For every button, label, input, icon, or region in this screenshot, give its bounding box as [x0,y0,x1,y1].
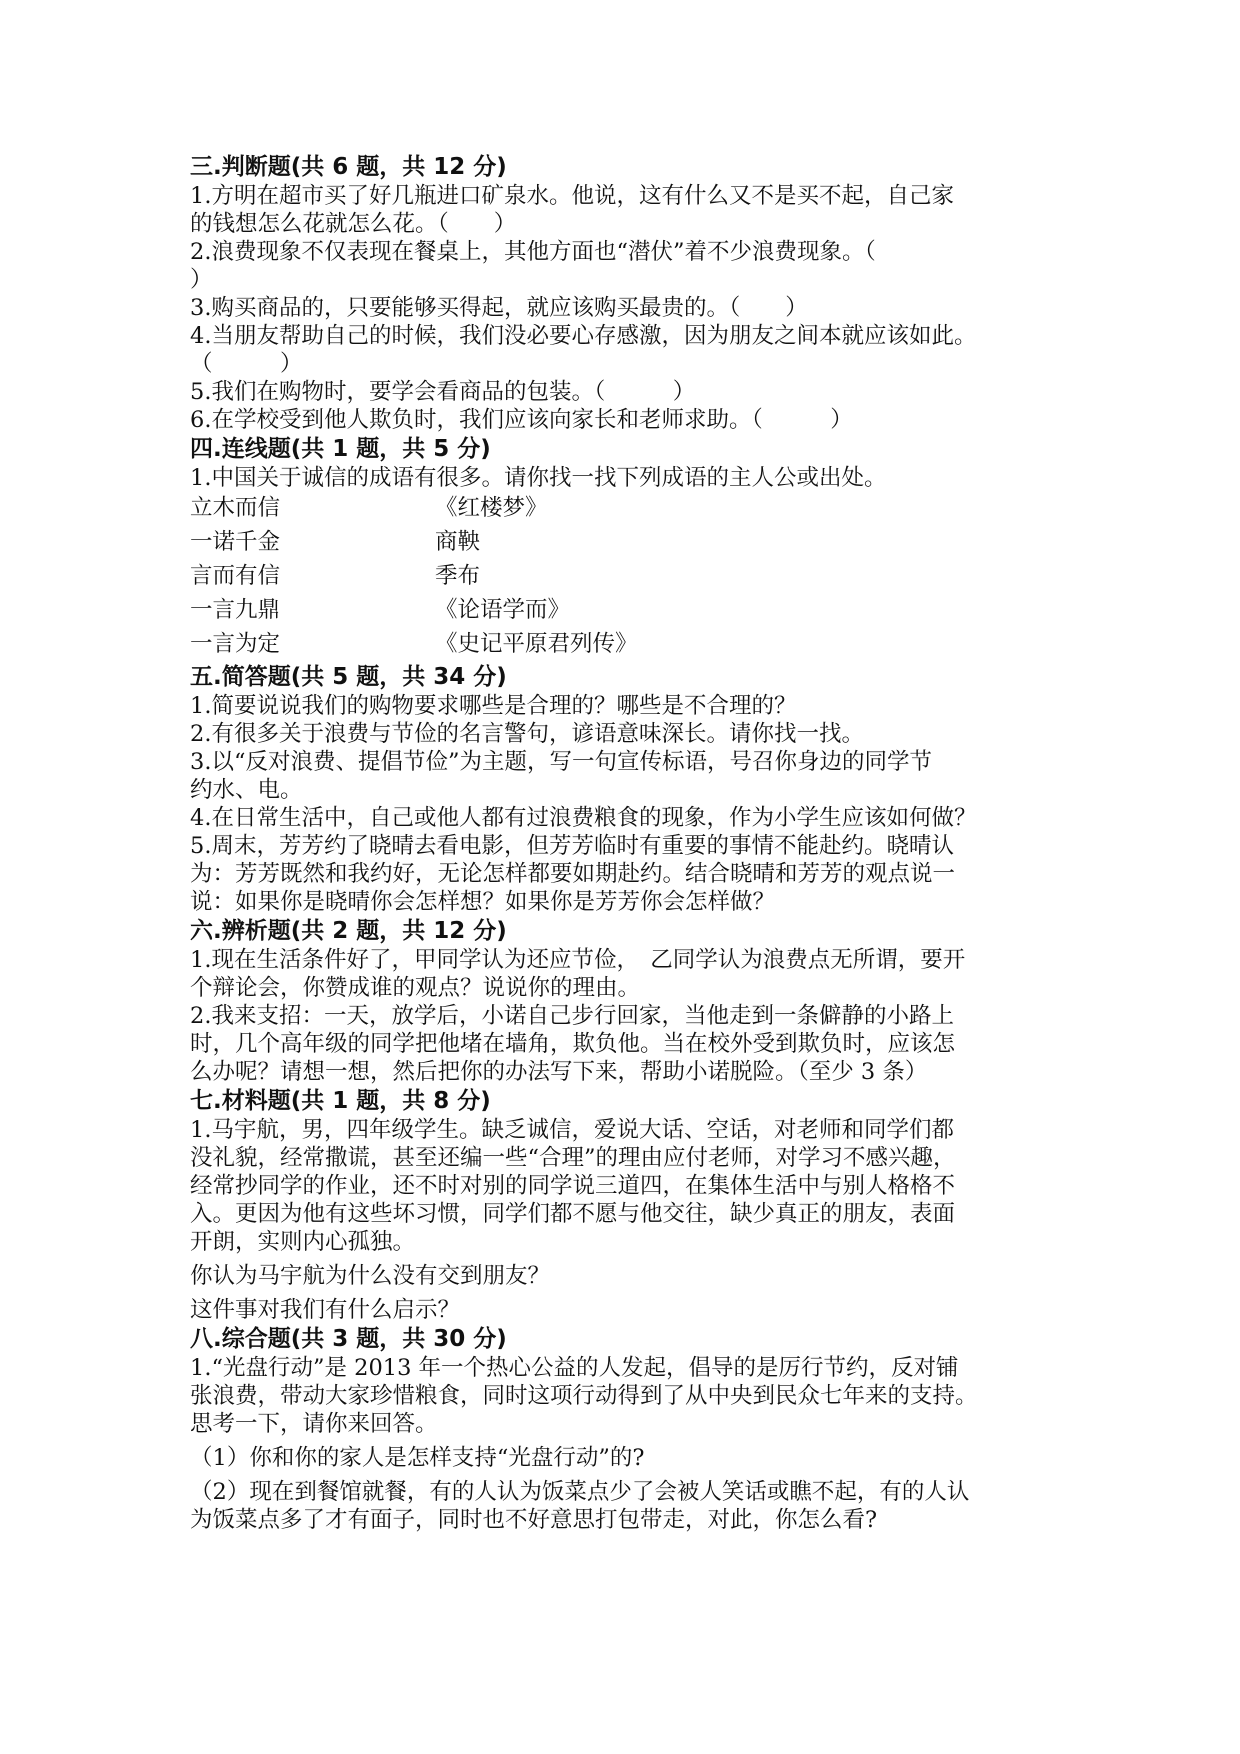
question-line: （ ） [190,351,303,377]
section-title-matching: 四.连线题(共 1 题，共 5 分) [190,436,491,462]
idiom: 立木而信 [190,495,281,521]
matching-row [190,526,1070,560]
question-line: 约水、电。 [190,777,303,803]
matching-table [190,492,1070,662]
question-line: 1.方明在超市买了好几瓶进口矿泉水。他说，这有什么又不是买不起，自己家 [190,183,954,209]
question-line: 为：芳芳既然和我约好，无论怎样都要如期赴约。结合晓晴和芳芳的观点说一 [190,861,956,887]
source: 季布 [435,563,481,589]
question-line: 6.在学校受到他人欺负时，我们应该向家长和老师求助。（ ） [190,407,853,433]
section-title-short-answer: 五.简答题(共 5 题，共 34 分) [190,664,507,690]
question-line: 4.当朋友帮助自己的时候，我们没必要心存感激，因为朋友之间本就应该如此。 [190,323,977,349]
source: 商鞅 [435,529,481,555]
sub-question: （1）你和你的家人是怎样支持“光盘行动”的? [190,1445,645,1471]
passage-line: 经常抄同学的作业，还不时对别的同学说三道四，在集体生活中与别人格格不 [190,1173,956,1199]
idiom: 一言九鼎 [190,597,281,623]
source: 《史记平原君列传》 [435,631,638,657]
matching-question: 1.中国关于诚信的成语有很多。请你找一找下列成语的主人公或出处。 [190,465,887,491]
question-line: 1.现在生活条件好了，甲同学认为还应节俭， 乙同学认为浪费点无所谓，要开 [190,947,966,973]
short-answer-questions [190,692,1070,916]
question-line: 3.以“反对浪费、提倡节俭”为主题，写一句宣传标语，号召你身边的同学节 [190,749,932,775]
material-passage [190,1116,1070,1324]
question-line: ） [190,267,213,293]
exam-page [190,152,1070,1534]
question-line: 时，几个高年级的同学把他堵在墙角，欺负他。当在校外受到欺负时，应该怎 [190,1031,956,1057]
question-line: 4.在日常生活中，自己或他人都有过浪费粮食的现象，作为小学生应该如何做？ [190,805,977,831]
question-line: 的钱想怎么花就怎么花。（ ） [190,211,517,237]
passage-line: 入。更因为他有这些坏习惯，同学们都不愿与他交往，缺少真正的朋友，表面 [190,1201,956,1227]
question-line: 张浪费，带动大家珍惜粮食，同时这项行动得到了从中央到民众七年来的支持。 [190,1383,978,1409]
question-line: 5.我们在购物时，要学会看商品的包装。（ ） [190,379,696,405]
material-question: 这件事对我们有什么启示？ [190,1297,461,1323]
passage-line: 开朗，实则内心孤独。 [190,1229,416,1255]
question-line: 么办呢？请想一想，然后把你的办法写下来，帮助小诺脱险。（至少 3 条） [190,1059,928,1085]
idiom: 言而有信 [190,563,281,589]
question-line: 2.浪费现象不仅表现在餐桌上，其他方面也“潜伏”着不少浪费现象。（ [190,239,876,265]
question-line: 3.购买商品的，只要能够买得起，就应该购买最贵的。（ ） [190,295,808,321]
passage-line: 没礼貌，经常撒谎，甚至还编一些“合理”的理由应付老师，对学习不感兴趣， [190,1145,956,1171]
idiom: 一言为定 [190,631,281,657]
analysis-questions [190,946,1070,1086]
section-title-judgement: 三.判断题(共 6 题，共 12 分) [190,154,507,180]
passage-line: 1.马宇航，男，四年级学生。缺乏诚信，爱说大话、空话，对老师和同学们都 [190,1117,954,1143]
matching-row [190,560,1070,594]
matching-row [190,628,1070,662]
question-line: 2.有很多关于浪费与节俭的名言警句，谚语意味深长。请你找一找。 [190,721,864,747]
section-title-material: 七.材料题(共 1 题，共 8 分) [190,1088,491,1114]
sub-question: （2）现在到餐馆就餐，有的人认为饭菜点少了会被人笑话或瞧不起，有的人认 [190,1479,970,1505]
question-line: 个辩论会，你赞成谁的观点？说说你的理由。 [190,975,641,1001]
question-line: 5.周末，芳芳约了晓晴去看电影，但芳芳临时有重要的事情不能赴约。晓晴认 [190,833,954,859]
matching-row [190,492,1070,526]
question-line: 1.“光盘行动”是 2013 年一个热心公益的人发起，倡导的是厉行节约，反对铺 [190,1355,959,1381]
source: 《红楼梦》 [435,495,548,521]
section-title-comprehensive: 八.综合题(共 3 题，共 30 分) [190,1326,507,1352]
question-line: 2.我来支招：一天，放学后，小诺自己步行回家，当他走到一条僻静的小路上 [190,1003,954,1029]
judgement-questions [190,182,1070,434]
section-title-analysis: 六.辨析题(共 2 题，共 12 分) [190,918,507,944]
idiom: 一诺千金 [190,529,281,555]
source: 《论语学而》 [435,597,571,623]
sub-question: 为饭菜点多了才有面子，同时也不好意思打包带走，对此，你怎么看? [190,1507,878,1533]
question-line: 1.简要说说我们的购物要求哪些是合理的？哪些是不合理的？ [190,693,797,719]
question-line: 说：如果你是晓晴你会怎样想？如果你是芳芳你会怎样做？ [190,889,776,915]
material-question: 你认为马宇航为什么没有交到朋友？ [190,1263,551,1289]
question-line: 思考一下，请你来回答。 [190,1411,438,1437]
comprehensive-questions [190,1354,1070,1534]
matching-row [190,594,1070,628]
